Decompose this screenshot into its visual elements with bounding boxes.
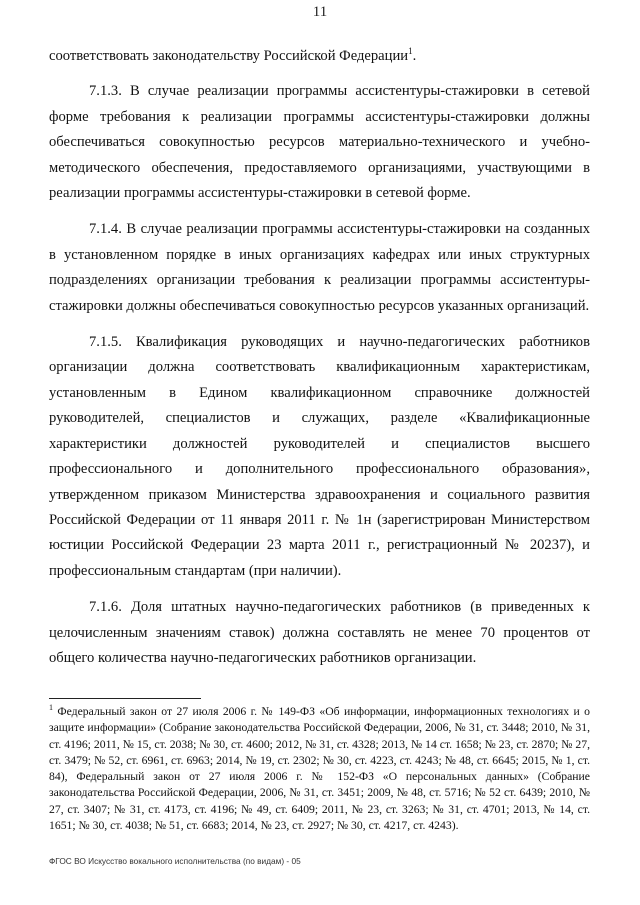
footnote-marker: 1	[49, 703, 53, 713]
paragraph-text: соответствовать законодательству Российской Федерации	[49, 48, 409, 64]
paragraph-continuation	[49, 44, 590, 69]
page-footer: ФГОС ВО Искусство вокального исполнительства (по видам) - 05	[49, 856, 301, 866]
paragraph-7-1-3: 7.1.3. В случае реализации программы ассистентуры-стажировки в сетевой форме требования к реализации программы ассистентуры-стажировки должны обеспечиваться совокупностью ресурсов материально-технического и учебно-методического обеспечения, предоставляемого организациями, участвующими в реализации программы ассистентуры-стажировки в сетевой форме.	[49, 83, 590, 202]
paragraph-7-1-5: 7.1.5. Квалификация руководящих и научно-педагогических работников организации должна соответствовать квалификационным характеристикам, установленным в Едином квалификационном справочнике должностей руководителей, специалистов и служащих, разделе «Квалификационные характеристики должностей руководителей и специалистов высшего профессионального и дополнительного профессионального образования», утвержденном приказом Министерства здравоохранения и социального развития Российской Федерации от 11 января 2011 г. № 1н (зарегистрирован Министерством юстиции Российской Федерации 23 марта 2011 г., регистрационный № 20237), и профессиональным стандартам (при наличии).	[49, 334, 590, 579]
footnote-reference: 1	[408, 46, 413, 57]
body-text	[49, 44, 590, 671]
paragraph-end-punctuation: .	[412, 48, 417, 64]
footnote-divider	[49, 698, 201, 699]
page-number: 11	[312, 4, 328, 20]
footnote	[49, 704, 590, 834]
paragraph-7-1-6: 7.1.6. Доля штатных научно-педагогических работников (в приведенных к целочисленным значениям ставок) должна составлять не менее 70 процентов от общего количества научно-педагогических работников организации.	[49, 599, 590, 666]
paragraph-7-1-4: 7.1.4. В случае реализации программы ассистентуры-стажировки на созданных в установленном порядке в иных организациях кафедрах или иных структурных подразделениях организации требования к реализации программы ассистентуры-стажировки должны обеспечиваться совокупностью ресурсов указанных организаций.	[49, 221, 590, 314]
footnote-text: Федеральный закон от 27 июля 2006 г. № 149-ФЗ «Об информации, информационных технологиях и о защите информации» (Собрание законодательства Российской Федерации, 2006, № 31, ст. 3448; 2010, № 31, ст. 4196; 2011, № 15, ст. 2038; № 30, ст. 4600; 2012, № 31, ст. 4328; 2013, № 14 ст. 1658; № 23, ст. 2870; № 27, ст. 3479; № 52, ст. 6961, ст. 6963; 2014, № 19, ст. 2302; № 30, ст. 4223, ст. 4243; № 48, ст. 6645; 2015, № 1, ст. 84), Федеральный закон от 27 июля 2006 г. № 152-ФЗ «О персональных данных» (Собрание законодательства Российской Федерации, 2006, № 31, ст. 3451; 2009, № 48, ст. 5716; № 52 ст. 6439; 2010, № 27, ст. 3407; № 31, ст. 4173, ст. 4196; № 49, ст. 6409; 2011, № 23, ст. 3263; № 31, ст. 4701; 2013, № 14, ст. 1651; № 30, ст. 4038; № 51, ст. 6683; 2014, № 23, ст. 2927; № 30, ст. 4217, ст. 4243).	[49, 705, 590, 833]
